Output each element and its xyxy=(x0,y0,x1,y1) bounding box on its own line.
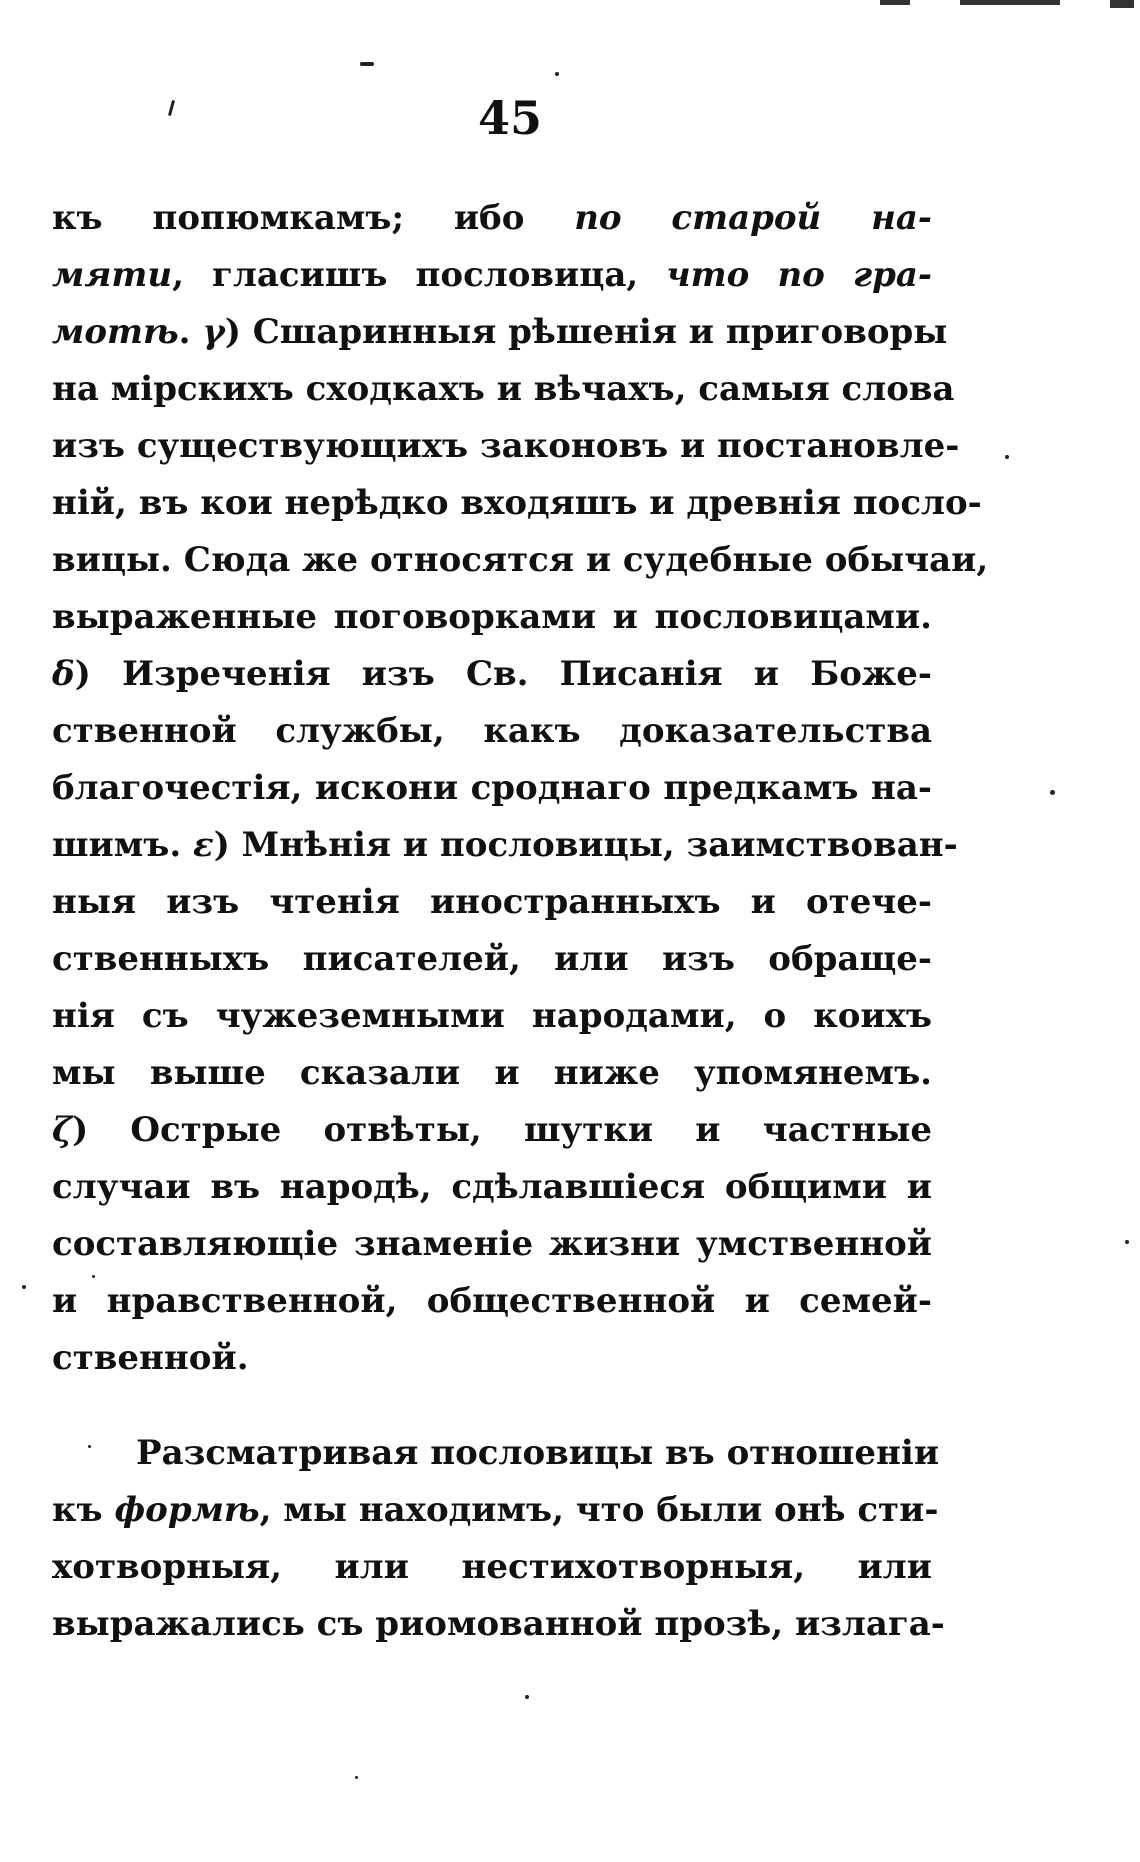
text-segment: составляющіе знаменіе жизни умственной xyxy=(52,1224,932,1264)
text-line xyxy=(52,532,989,589)
text-segment: къ xyxy=(52,1490,115,1530)
text-segment: выражались съ риомованной прозѣ, излага- xyxy=(52,1604,945,1644)
text-segment: хотворныя, или нестихотворныя, или xyxy=(52,1547,932,1587)
text-segment: къ попюмкамъ; xyxy=(52,198,454,238)
text-line xyxy=(52,988,932,1045)
italic-text-segment: что по гра- xyxy=(666,255,932,295)
text-segment: , гласишъ пословица, xyxy=(172,255,667,295)
text-line xyxy=(52,1482,939,1539)
text-line xyxy=(52,703,932,760)
text-segment: ныя изъ чтенія иностранныхъ и отече- xyxy=(52,882,932,922)
page-edge-mark xyxy=(760,0,1140,10)
text-segment: ) Мнѣнія и пословицы, заимствован- xyxy=(213,825,958,865)
text-line xyxy=(52,247,932,304)
italic-text-segment: формѣ xyxy=(114,1490,260,1530)
text-segment: ственной службы, какъ доказательства xyxy=(52,711,932,751)
text-line xyxy=(52,646,932,703)
text-segment: мы выше сказали и ниже упомянемъ. xyxy=(52,1053,932,1093)
italic-text-segment: ε xyxy=(193,825,214,865)
text-segment: ) Сшаринныя рѣшенія и приговоры xyxy=(224,312,948,352)
text-segment: ственныхъ писателей, или изъ обраще- xyxy=(52,939,932,979)
text-segment: нія съ чужеземными народами, о коихъ xyxy=(52,996,932,1036)
text-segment: вицы. Сюда же относятся и судебные обычаи, xyxy=(52,540,989,580)
text-line xyxy=(52,1102,932,1159)
paragraph-2 xyxy=(52,1425,945,1653)
italic-text-segment: мяти xyxy=(52,255,173,295)
text-line xyxy=(52,1425,940,1482)
italic-text-segment: δ xyxy=(52,654,75,694)
text-segment: . xyxy=(178,312,203,352)
text-segment: на мірскихъ сходкахъ и вѣчахъ, самыя слова xyxy=(52,369,955,409)
body-text xyxy=(52,190,989,1653)
text-line xyxy=(52,589,932,646)
text-segment: Разсматривая пословицы въ отношеніи xyxy=(136,1433,940,1473)
text-segment: ) Изреченія изъ Св. Писанія и Боже- xyxy=(74,654,932,694)
text-line xyxy=(52,1045,932,1102)
paragraph-1 xyxy=(52,190,989,1387)
text-segment: ибо xyxy=(453,198,575,238)
text-line xyxy=(52,760,932,817)
text-segment: изъ существующихъ законовъ и постановле- xyxy=(52,426,960,466)
text-segment: благочестія, искони сроднаго предкамъ на- xyxy=(52,768,932,808)
text-line xyxy=(52,1539,932,1596)
text-segment: , мы находимъ, что были онѣ сти- xyxy=(259,1490,939,1530)
text-line xyxy=(52,817,958,874)
text-line xyxy=(52,418,960,475)
italic-text-segment: ζ xyxy=(52,1110,73,1150)
italic-text-segment: по старой на- xyxy=(574,198,932,238)
text-segment: выраженные поговорками и пословицами. xyxy=(52,597,932,637)
text-line xyxy=(52,931,932,988)
text-segment: шимъ. xyxy=(52,825,194,865)
text-line xyxy=(52,1330,932,1387)
text-segment: случаи въ народѣ, сдѣлавшіеся общими и xyxy=(52,1167,932,1207)
text-line xyxy=(52,304,948,361)
paragraph-gap xyxy=(52,1387,932,1425)
text-line xyxy=(52,874,932,931)
page-number: 45 xyxy=(477,91,542,145)
text-segment: и нравственной, общественной и семей- xyxy=(52,1281,932,1321)
text-line xyxy=(52,475,982,532)
text-line xyxy=(52,190,932,247)
text-segment: ній, въ кои нерѣдко входяшъ и древнія посло- xyxy=(52,483,982,523)
text-line xyxy=(52,1596,945,1653)
text-segment: ственной. xyxy=(52,1338,249,1378)
text-line xyxy=(52,1216,932,1273)
text-segment: ) Острые отвѣты, шутки и частные xyxy=(72,1110,932,1150)
italic-text-segment: γ xyxy=(202,312,225,352)
text-line xyxy=(52,1273,932,1330)
text-line xyxy=(52,361,955,418)
text-line xyxy=(52,1159,932,1216)
italic-text-segment: мотѣ xyxy=(52,312,179,352)
